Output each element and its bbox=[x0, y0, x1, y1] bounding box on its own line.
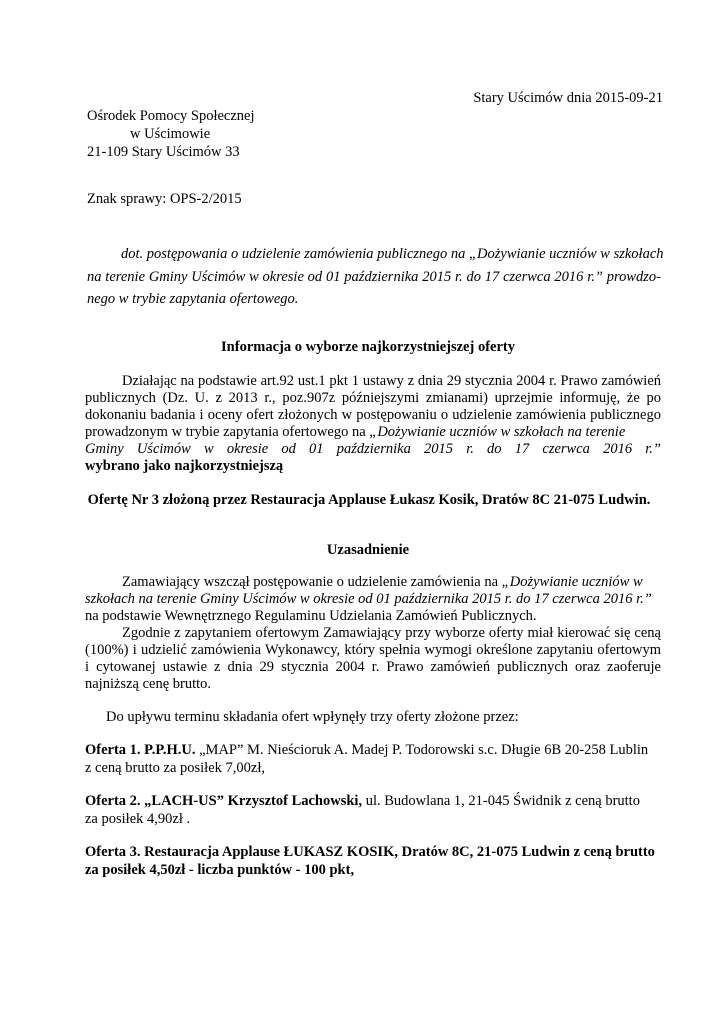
paragraph-line: (100%) i udzielić zamówienia Wykonawcy, który spełnia wymogi określone zapytaniu ofertowym bbox=[85, 642, 661, 658]
organization-address: 21-109 Stary Uścimów 33 bbox=[87, 144, 240, 160]
offer-3: Oferta 3. Restauracja Applause ŁUKASZ KOSIK, Dratów 8C, 21-075 Ludwin z ceną brutto bbox=[85, 844, 655, 860]
subject-line-3: nego w trybie zapytania ofertowego. bbox=[87, 291, 299, 307]
offer-2-price: za posiłek 4,90zł . bbox=[85, 811, 191, 827]
offer-1 bbox=[85, 741, 648, 759]
paragraph-line bbox=[122, 573, 643, 591]
subject-line-2: na terenie Gminy Uścimów w okresie od 01 października 2015 r. do 17 czerwca 2016 r.” prowdzo- bbox=[87, 269, 661, 285]
tender-name-italic: Gminy Uścimów w okresie od 01 października 2015 r. do 17 czerwca 2016 r.” bbox=[85, 441, 661, 457]
paragraph-line: publicznych (Dz. U. z 2013 r., poz.907z późniejszymi zmianami) uprzejmie informuję, że po bbox=[85, 390, 661, 406]
offer-2 bbox=[85, 792, 640, 810]
paragraph-text: prowadzonym w trybie zapytania ofertowego na bbox=[85, 424, 366, 440]
organization-location: w Uścimowie bbox=[130, 126, 211, 142]
offer-1-price: z ceną brutto za posiłek 7,00zł, bbox=[85, 760, 265, 776]
paragraph-text: Zamawiający wszczął postępowanie o udzielenie zamówienia na bbox=[122, 574, 499, 590]
tender-name-italic: „Dożywianie uczniów w szkołach na terenie bbox=[369, 424, 626, 440]
selected-offer: Ofertę Nr 3 złożoną przez Restauracja Applause Łukasz Kosik, Dratów 8C 21-075 Ludwin. bbox=[87, 492, 651, 508]
tender-name-italic: szkołach na terenie Gminy Uścimów w okresie od 01 października 2015 r. do 17 czerwca 2016 r.” bbox=[85, 591, 652, 607]
paragraph-line: Działając na podstawie art.92 ust.1 pkt 1 ustawy z dnia 29 stycznia 2004 r. Prawo zamówień bbox=[122, 373, 661, 389]
paragraph-line: i cytowanej ustawie z dnia 29 stycznia 2004 r. Prawo zamówień publicznych oraz zaoferuje bbox=[85, 659, 661, 675]
paragraph-line: najniższą cenę brutto. bbox=[85, 676, 212, 692]
offer-label: Oferta 2. „LACH-US” Krzysztof Lachowski, bbox=[85, 793, 363, 809]
offer-label: Oferta 1. P.P.H.U. bbox=[85, 742, 196, 758]
selection-statement: wybrano jako najkorzystniejszą bbox=[85, 458, 284, 474]
offers-intro: Do upływu terminu składania ofert wpłynęły trzy oferty złożone przez: bbox=[106, 709, 519, 725]
paragraph-line: Zgodnie z zapytaniem ofertowym Zamawiający przy wyborze oferty miał kierować się ceną bbox=[122, 625, 661, 641]
offer-details: „MAP” M. Nieścioruk A. Madej P. Todorowski s.c. Długie 6B 20-258 Lublin bbox=[195, 742, 649, 758]
paragraph-line: na podstawie Wewnętrznego Regulaminu Udzielania Zamówień Publicznych. bbox=[85, 608, 537, 624]
organization-name: Ośrodek Pomocy Społecznej bbox=[87, 108, 255, 124]
paragraph-line bbox=[85, 423, 625, 441]
offer-3-price: za posiłek 4,50zł - liczba punktów - 100 pkt, bbox=[85, 862, 355, 878]
paragraph-line: dokonaniu badania i oceny ofert złożonych w postępowaniu o udzielenie zamówienia publicznego bbox=[85, 407, 661, 423]
subject-line-1: dot. postępowania o udzielenie zamówienia publicznego na „Dożywianie uczniów w szkołach bbox=[121, 246, 664, 262]
case-reference: Znak sprawy: OPS-2/2015 bbox=[87, 191, 242, 207]
section-title-selection: Informacja o wyborze najkorzystniejszej oferty bbox=[221, 339, 515, 355]
offer-details: ul. Budowlana 1, 21-045 Świdnik z ceną brutto bbox=[362, 793, 640, 809]
place-date: Stary Uścimów dnia 2015-09-21 bbox=[473, 90, 663, 106]
section-title-justification: Uzasadnienie bbox=[326, 542, 410, 558]
tender-name-italic: „Dożywianie uczniów w bbox=[501, 574, 643, 590]
